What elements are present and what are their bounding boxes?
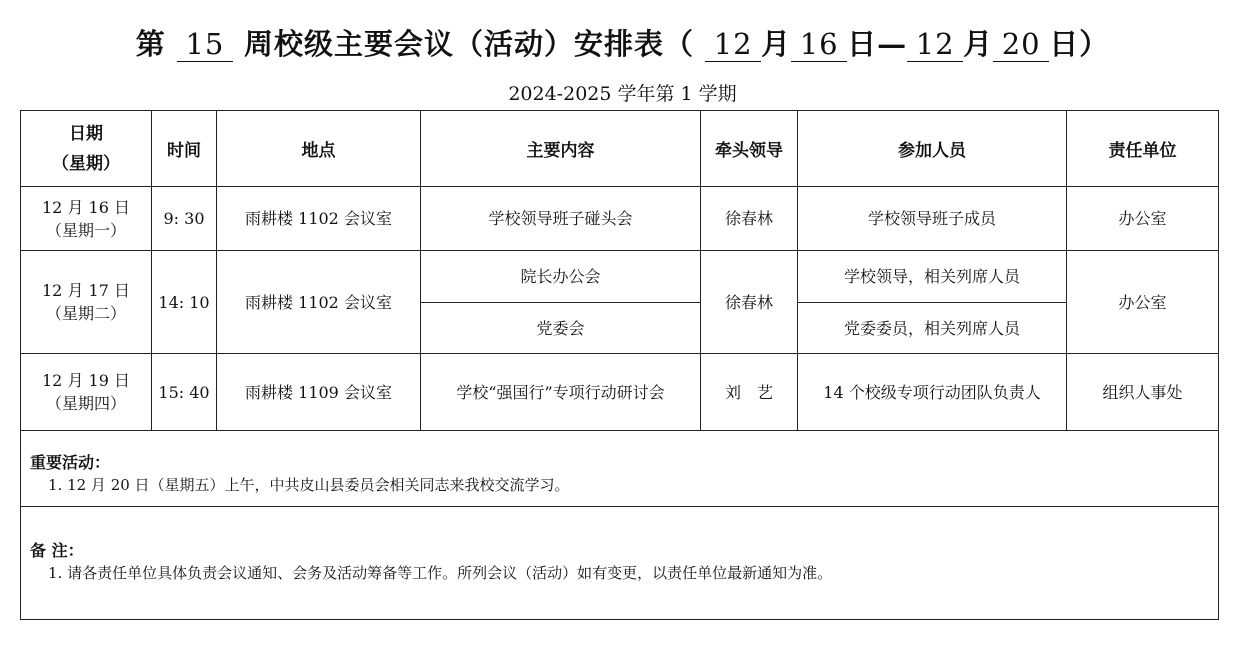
weekday-text: （星期四）	[45, 394, 126, 413]
month-char-2: 月	[963, 27, 994, 61]
date-cell	[21, 187, 152, 251]
time-cell: 9: 30	[152, 187, 217, 251]
important-activities	[21, 431, 1219, 507]
col-weekday-label: （星期）	[52, 153, 120, 174]
schedule-table	[20, 110, 1219, 620]
start-month: 12	[705, 27, 761, 62]
leader-cell: 徐春林	[701, 187, 798, 251]
col-content-header: 主要内容	[421, 111, 701, 187]
table-row	[21, 354, 1219, 431]
title-middle: 周校级主要会议（活动）安排表（	[244, 27, 695, 61]
content-cell: 学校“强国行”专项行动研讨会	[421, 354, 701, 431]
notes-item: 1. 请各责任单位具体负责会议通知、会务及活动筹备等工作。所列会议（活动）如有变更，以责任单位最新通知为准。	[48, 564, 833, 582]
end-day: 20	[993, 27, 1049, 62]
col-date-header	[21, 111, 152, 187]
content-cell: 党委会	[421, 303, 701, 354]
title-suffix: 日）	[1049, 27, 1110, 61]
col-location-header: 地点	[217, 111, 421, 187]
semester-subtitle: 2024-2025 学年第 1 学期	[508, 83, 737, 105]
time-cell: 15: 40	[152, 354, 217, 431]
date-text: 12 月 17 日	[42, 281, 130, 300]
day-dash: 日—	[847, 27, 908, 61]
leader-cell: 徐春林	[701, 251, 798, 354]
header-row	[21, 111, 1219, 187]
weekday-text: （星期一）	[45, 220, 126, 240]
time-cell: 14: 10	[152, 251, 217, 354]
month-char-1: 月	[761, 27, 792, 61]
col-leader-header: 牵头领导	[701, 111, 798, 187]
important-title: 重要活动：	[30, 453, 111, 472]
table-row	[21, 251, 1219, 303]
date-cell	[21, 354, 152, 431]
col-time-header: 时间	[152, 111, 217, 187]
location-cell: 雨耕楼 1102 会议室	[217, 251, 421, 354]
week-number: 15	[177, 27, 233, 62]
weekday-text: （星期二）	[45, 304, 126, 323]
unit-cell: 组织人事处	[1067, 354, 1219, 431]
col-date-label: 日期	[69, 123, 103, 144]
date-text: 12 月 16 日	[42, 197, 130, 217]
start-day: 16	[791, 27, 847, 62]
col-participants-header: 参加人员	[798, 111, 1067, 187]
participants-cell: 14 个校级专项行动团队负责人	[798, 354, 1067, 431]
date-cell	[21, 251, 152, 354]
end-month: 12	[907, 27, 963, 62]
participants-cell: 学校领导班子成员	[798, 187, 1067, 251]
leader-cell: 刘 艺	[701, 354, 798, 431]
content-cell: 学校领导班子碰头会	[421, 187, 701, 251]
title-prefix: 第	[135, 27, 166, 61]
location-cell: 雨耕楼 1102 会议室	[217, 187, 421, 251]
unit-cell: 办公室	[1067, 187, 1219, 251]
important-activities-row	[21, 431, 1219, 507]
page-title	[0, 22, 1245, 63]
table-row	[21, 187, 1219, 251]
notes-title: 备 注：	[30, 541, 84, 560]
important-item: 1. 12 月 20 日（星期五）上午，中共皮山县委员会相关同志来我校交流学习。	[48, 476, 570, 494]
col-unit-header: 责任单位	[1067, 111, 1219, 187]
date-text: 12 月 19 日	[42, 371, 130, 390]
participants-cell: 党委委员，相关列席人员	[798, 303, 1067, 354]
unit-cell: 办公室	[1067, 251, 1219, 354]
content-cell: 院长办公会	[421, 251, 701, 303]
notes-row	[21, 507, 1219, 620]
location-cell: 雨耕楼 1109 会议室	[217, 354, 421, 431]
participants-cell: 学校领导，相关列席人员	[798, 251, 1067, 303]
notes	[21, 507, 1219, 620]
